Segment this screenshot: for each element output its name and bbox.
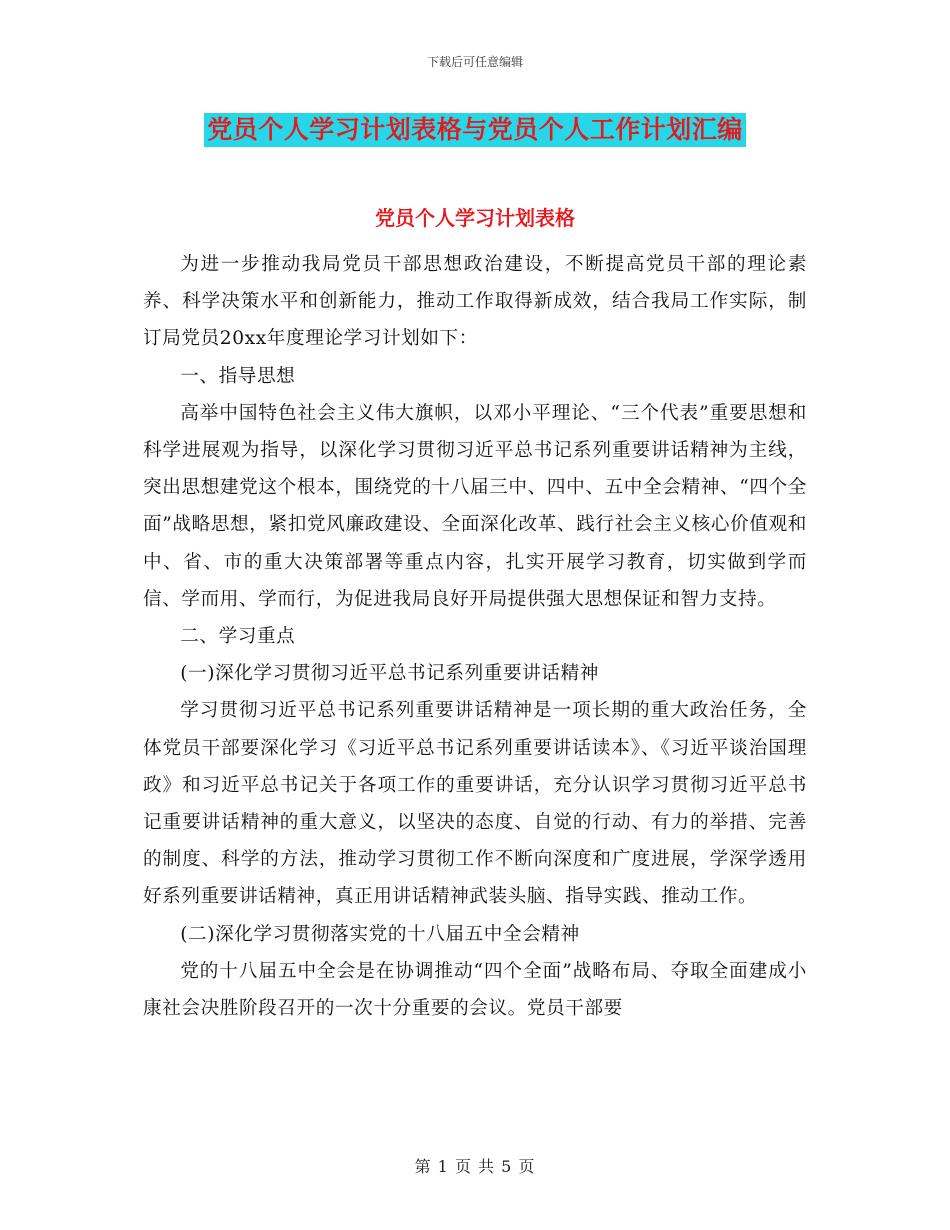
page-header-note: 下载后可任意编辑: [426, 55, 523, 69]
document-title: 党员个人学习计划表格与党员个人工作计划汇编: [204, 113, 746, 147]
document-body: [143, 246, 807, 1027]
guiding-thought-paragraph: 高举中国特色社会主义伟大旗帜，以邓小平理论、“三个代表”重要思想和科学进展观为指导，以深化学习贯彻习近平总书记系列重要讲话精神为主线，突出思想建党这个根本，围绕党的十八届三中、四中、五中全会精神、“四个全面”战略思想，紧扣党风廉政建设、全面深化改革、践行社会主义核心价值观和中、省、市的重大决策部署等重点内容，扎实开展学习教育，切实做到学而信、学而用、学而行，为促进我局良好开局提供强大思想保证和智力支持。: [143, 402, 808, 610]
heading-guiding-thought: 一、指导思想: [180, 365, 296, 387]
heading-study-focus: 二、学习重点: [180, 626, 296, 648]
document-title-wrap: [0, 113, 950, 147]
intro-paragraph: 为进一步推动我局党员干部思想政治建设，不断提高党员干部的理论素养、科学决策水平和创新能力，推动工作取得新成效，结合我局工作实际，制订局党员20xx年度理论学习计划如下：: [143, 254, 807, 350]
page-number: 第 1 页 共 5 页: [414, 1157, 536, 1176]
study-focus-paragraph-1: 学习贯彻习近平总书记系列重要讲话精神是一项长期的重大政治任务，全体党员干部要深化学习《习近平总书记系列重要讲话读本》、《习近平谈治国理政》和习近平总书记关于各项工作的重要讲话，充分认识学习贯彻习近平总书记重要讲话精神的重大意义，以坚决的态度、自觉的行动、有力的举措、完善的制度、科学的方法，推动学习贯彻工作不断向深度和广度进展，学深学透用好系列重要讲话精神，真正用讲话精神武装头脑、指导实践、推动工作。: [143, 700, 807, 908]
subheading-1: (一)深化学习贯彻习近平总书记系列重要讲话精神: [180, 663, 599, 685]
study-focus-paragraph-2: 党的十八届五中全会是在协调推动“四个全面”战略布局、夺取全面建成小康社会决胜阶段召开的一次十分重要的会议。党员干部要: [143, 960, 807, 1020]
section-title: 党员个人学习计划表格: [375, 206, 575, 230]
subheading-2: (二)深化学习贯彻落实党的十八届五中全会精神: [180, 923, 580, 945]
